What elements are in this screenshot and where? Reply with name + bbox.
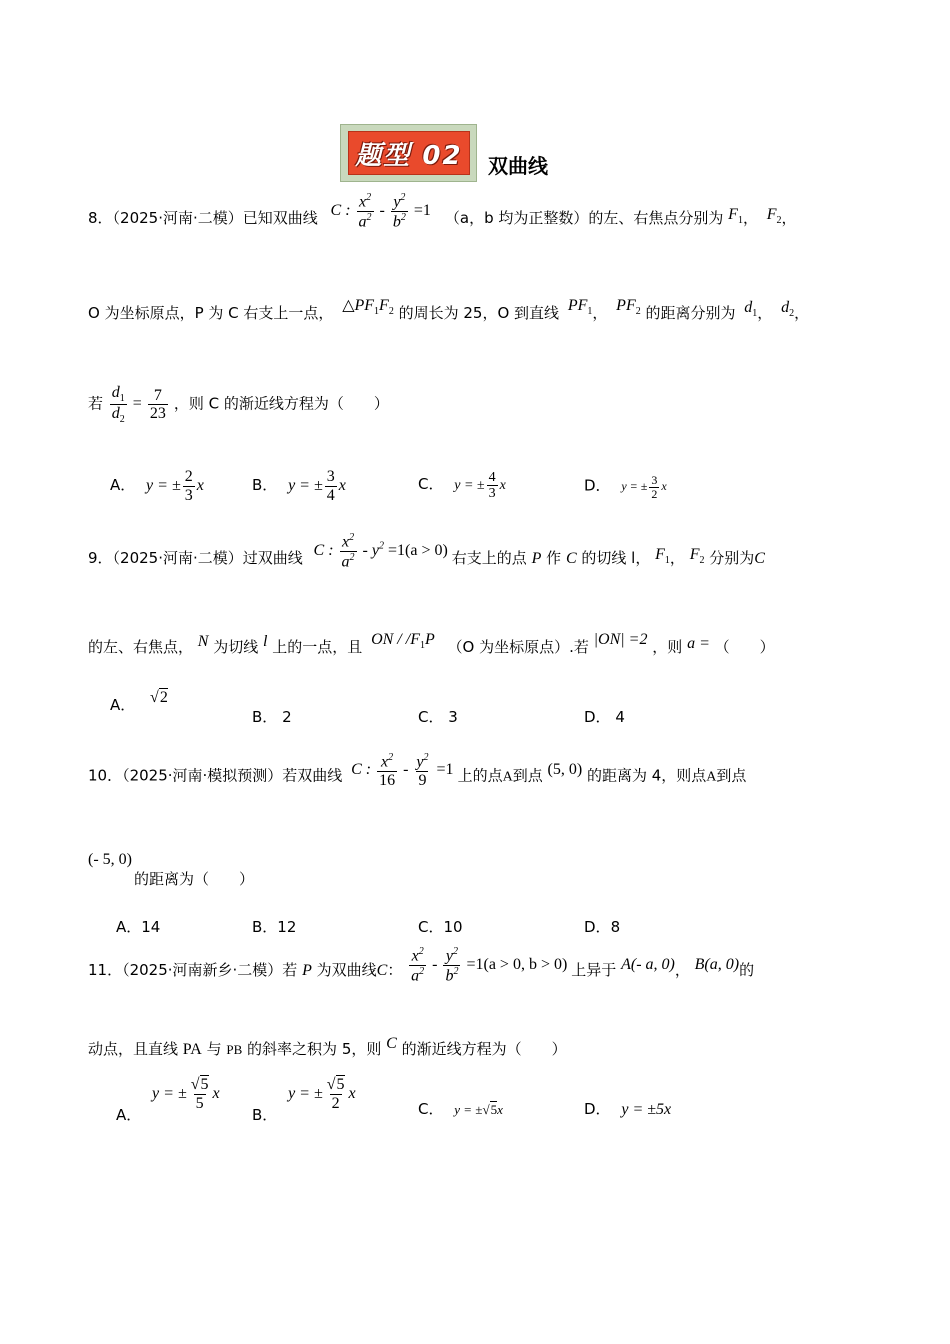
q11-line1: 11．（2025·河南新乡·二模）若 P 为双曲线C： $\frac{x^2}{a^2}$ - $\frac{y^2}{b^2}$ =1(a > 0, b > 0) 上异于 A(- a, 0)， B(a, 0)的 (88, 946, 755, 985)
q10-option-a[interactable]: A．14 (116, 918, 161, 936)
q9-option-b[interactable]: B． 2 (252, 708, 292, 726)
q8-line3: 若 $\frac{d_1}{d_2}$ = $\frac{7}{23}$ ，则 C 的渐近线方程为（ ） (88, 384, 389, 426)
q10-option-c[interactable]: C．10 (418, 918, 463, 936)
q10-option-b[interactable]: B．12 (252, 918, 297, 936)
q9-option-a[interactable]: A． √2 (110, 689, 168, 714)
q9-option-d[interactable]: D． 4 (584, 708, 625, 726)
q10-line1: 10．（2025·河南·模拟预测）若双曲线 C : $\frac{x^2}{16}$ - $\frac{y^2}{9}$ =1 上的点A到点 (5, 0) 的距离为 4，则点A到点 (88, 752, 747, 789)
q11-equation: $\frac{x^2}{a^2}$ - $\frac{y^2}{b^2}$ =1(a > 0, b > 0) (411, 946, 568, 985)
q8-option-d[interactable]: D． y = ± $\frac{3}{2}$ x (584, 473, 667, 502)
q8-option-b[interactable]: B． y = ± $\frac{3}{4}$ x (252, 468, 346, 504)
q8-line1: 8．（2025·河南·二模）已知双曲线 C : $\frac{x^2}{a^2}$ - $\frac{y^2}{b^2}$ =1 （a，b 均为正整数）的左、右焦点分别为 $F_1$， $F_2$， (88, 192, 797, 231)
q9-equation: C : $\frac{x^2}{a^2}$ - $y^2 =1(a > 0)$ (313, 532, 448, 571)
q10-line2a: (- 5, 0) (88, 851, 132, 868)
q11-option-d[interactable]: D． y = ±5x (584, 1100, 672, 1118)
q10-option-d[interactable]: D．8 (584, 918, 621, 936)
section-title: 双曲线 (488, 154, 548, 178)
q9-option-c[interactable]: C． 3 (418, 708, 458, 726)
q8-option-c[interactable]: C． y = ± $\frac{4}{3}$ x (418, 470, 506, 502)
q8-line2: O 为坐标原点，P 为 C 右支上一点， $\triangle PF_1F_2$ 的周长为 25，O 到直线 $PF_1$， $PF_2$ 的距离分别为 $d_1$， $d_2$， (88, 297, 810, 322)
q9-line1: 9．（2025·河南·二模）过双曲线 C : $\frac{x^2}{a^2}$ - $y^2 =1(a > 0)$ 右支上的点 P 作 C 的切线 l， $F_1$， $F_2$ 分别为C (88, 532, 765, 571)
q11-line2: 动点，且直线 PA 与 PB 的斜率之积为 5，则 C 的渐近线方程为（ ） (88, 1035, 567, 1058)
q9-line2: 的左、右焦点， N 为切线 l 上的一点，且 ON / $/F_1P$ （O 为坐标原点）.若 |ON| =2 ，则 a = （ ） (88, 631, 775, 656)
q8-equation: C : $\frac{x^2}{a^2}$ - $\frac{y^2}{b^2}$ =1 (330, 192, 431, 231)
q11-option-b[interactable]: B． y = ± $\frac{√5}{2}$ x (252, 1076, 356, 1124)
q11-option-a[interactable]: A． y = ± $\frac{√5}{5}$ x (116, 1076, 220, 1124)
section-banner (340, 124, 477, 182)
q10-line2b: 的距离为（ ） (134, 870, 255, 888)
q11-option-c[interactable]: C． y = ±√5x (418, 1100, 503, 1118)
q8-option-a[interactable]: A． y = ± $\frac{2}{3}$ x (110, 468, 204, 504)
q10-equation: C : $\frac{x^2}{16}$ - $\frac{y^2}{9}$ =1 (351, 752, 454, 789)
banner-label: 题型 02 (348, 131, 470, 175)
